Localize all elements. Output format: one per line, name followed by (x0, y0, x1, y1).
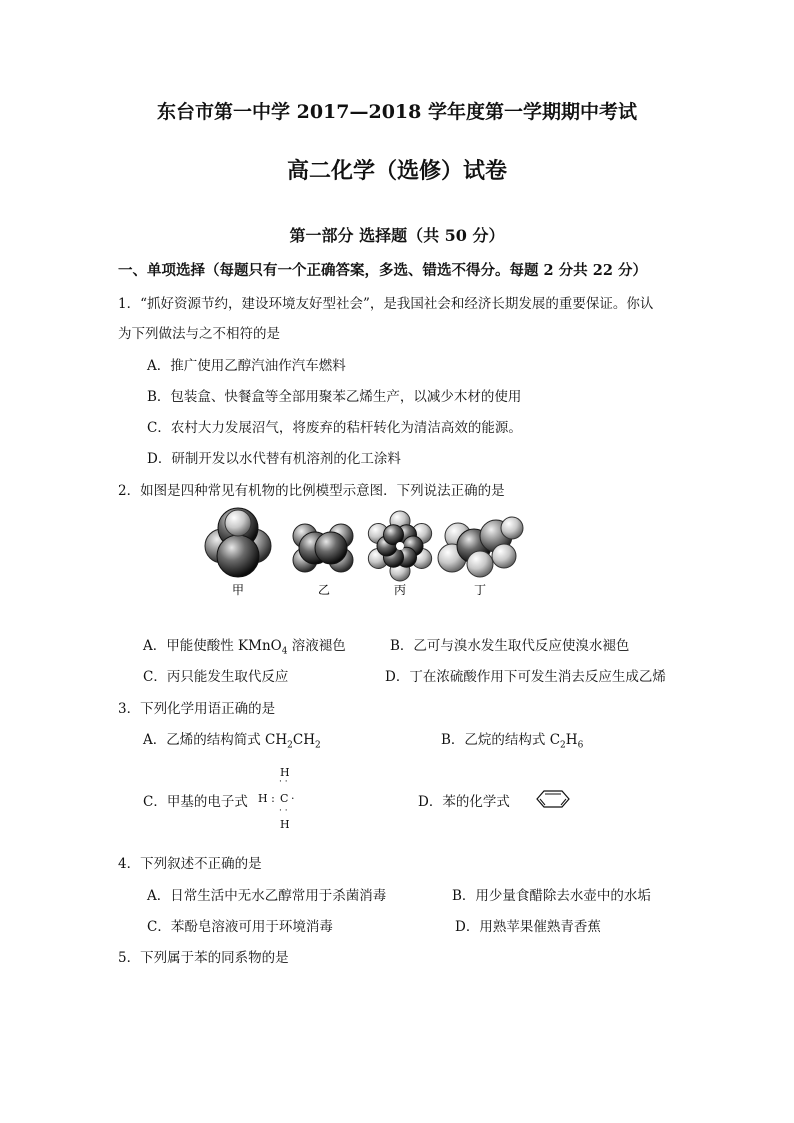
q4-option-c: C．苯酚皂溶液可用于环境消毒 (147, 919, 333, 935)
q3-option-b: B．乙烷的结构式 $C_2H_6$ (441, 732, 584, 751)
q1-stem-line2: 为下列做法与之不相符的是 (118, 326, 280, 342)
q1-option-b: B．包装盒、快餐盒等全部用聚苯乙烯生产，以减少木材的使用 (147, 389, 522, 405)
label-yi: 乙 (317, 583, 331, 597)
label-bing: 丙 (393, 583, 407, 597)
q3-option-c: C．甲基的电子式 (143, 794, 248, 810)
q2-option-a: A．甲能使酸性 KMnO$_4$ 溶液褪色 (143, 638, 346, 657)
part-heading: 第一部分 选择题（共 50 分） (289, 226, 505, 245)
exam-title: 东台市第一中学 2017—2018 学年度第一学期期中考试 (157, 101, 637, 123)
section-heading: 一、单项选择（每题只有一个正确答案，多选、错选不得分。每题 2 分共 22 分） (118, 262, 647, 279)
molecule-models-figure (200, 506, 524, 598)
q2-stem: 2．如图是四种常见有机物的比例模型示意图．下列说法正确的是 (118, 483, 505, 499)
efm-dots-top: · · (279, 777, 288, 787)
q1-stem-line1: 1．“抓好资源节约，建设环境友好型社会”，是我国社会和经济长期发展的重要保证。你认 (118, 296, 654, 312)
efm-c-center: C (280, 792, 289, 805)
exam-subtitle: 高二化学（选修）试卷 (286, 158, 507, 184)
q3-option-d: D．苯的化学式 (418, 794, 510, 810)
q3-stem: 3．下列化学用语正确的是 (118, 701, 276, 717)
efm-dot-right: · (291, 792, 295, 805)
efm-h-bottom: H (280, 818, 290, 831)
efm-h-top: H (280, 766, 290, 779)
q1-option-c: C．农村大力发展沼气，将废弃的秸杆转化为清洁高效的能源。 (147, 420, 522, 436)
q1-option-d: D．研制开发以水代替有机溶剂的化工涂料 (147, 451, 401, 467)
model-ding (438, 517, 523, 577)
q4-stem: 4．下列叙述不正确的是 (118, 856, 262, 872)
model-bing (368, 511, 431, 581)
model-yi (293, 524, 353, 572)
model-jia (205, 508, 271, 577)
q5-stem: 5．下列属于苯的同系物的是 (118, 950, 289, 966)
q3-option-a: A．乙烯的结构简式 $CH_2CH_2$ (143, 732, 321, 751)
q2-option-d: D．丁在浓硫酸作用下可发生消去反应生成乙烯 (385, 669, 666, 685)
benzene-center (396, 542, 404, 550)
efm-dots-bottom: · · (279, 806, 288, 816)
q1-option-a: A．推广使用乙醇汽油作汽车燃料 (147, 358, 346, 374)
q4-option-d: D．用熟苹果催熟青香蕉 (455, 919, 601, 935)
q4-option-b: B．用少量食醋除去水壶中的水垢 (452, 888, 651, 904)
label-ding: 丁 (473, 583, 487, 597)
methyl-electron-formula (254, 766, 304, 834)
q2-option-c: C．丙只能发生取代反应 (143, 669, 289, 685)
benzene-ring-icon (536, 790, 570, 808)
label-jia: 甲 (231, 583, 245, 597)
efm-h-left: H : (258, 792, 275, 805)
q2-option-b: B．乙可与溴水发生取代反应使溴水褪色 (390, 638, 630, 654)
benzene-c-atom (384, 525, 404, 545)
molecule-models-svg (200, 506, 524, 598)
q4-option-a: A．日常生活中无水乙醇常用于杀菌消毒 (147, 888, 387, 904)
